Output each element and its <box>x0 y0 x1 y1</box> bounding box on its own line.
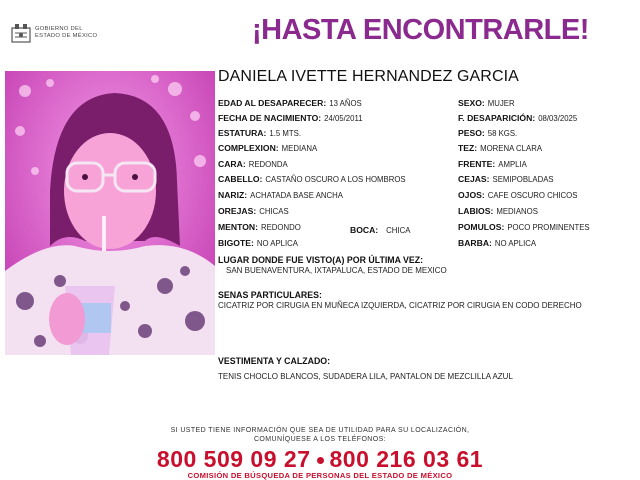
field-complexion <box>218 141 317 154</box>
field-nariz <box>218 188 343 201</box>
peso-value: 58 KGS. <box>487 129 518 138</box>
frente-value: AMPLIA <box>498 160 527 169</box>
estatura-value: 1.5 MTS. <box>269 129 302 138</box>
commission-name: COMISIÓN DE BÚSQUEDA DE PERSONAS DEL ESTADO DE MÉXICO <box>187 471 453 480</box>
person-name: DANIELA IVETTE HERNANDEZ GARCIA <box>218 68 519 85</box>
nariz-label: NARIZ: <box>218 190 248 200</box>
gov-line-1: GOBIERNO DEL <box>35 26 83 32</box>
field-sexo <box>458 96 515 109</box>
peso-label: PESO: <box>458 128 485 138</box>
desaparicion-label: F. DESAPARICIÓN: <box>458 113 536 123</box>
marks-section <box>218 290 618 311</box>
phone-2[interactable]: 800 216 03 61 <box>329 446 484 472</box>
clothing-title: VESTIMENTA Y CALZADO: <box>218 356 331 366</box>
field-desaparicion <box>458 111 577 124</box>
pomulos-label: POMULOS: <box>458 222 505 232</box>
nacimiento-value: 24/05/2011 <box>324 114 363 123</box>
person-photo-image <box>5 71 215 355</box>
cabello-label: CABELLO: <box>218 174 263 184</box>
contact-note-line-1: SI USTED TIENE INFORMACIÓN QUE SEA DE UTILIDAD PARA SU LOCALIZACIÓN, <box>170 427 470 434</box>
tez-value: MORENA CLARA <box>480 144 543 153</box>
menton-value: REDONDO <box>260 223 301 232</box>
field-cejas <box>458 172 554 185</box>
missing-person-photo <box>5 71 215 355</box>
boca-label: BOCA: <box>350 225 379 235</box>
sexo-label: SEXO: <box>458 98 485 108</box>
desaparicion-value: 08/03/2025 <box>538 114 578 123</box>
tez-label: TEZ: <box>458 143 478 153</box>
estatura-label: ESTATURA: <box>218 128 267 138</box>
pomulos-value: POCO PROMINENTES <box>507 223 590 232</box>
labios-label: LABIOS: <box>458 206 494 216</box>
headline: ¡HASTA ENCONTRARLE! <box>252 14 589 46</box>
clothing-section <box>218 356 628 382</box>
contact-note <box>0 426 640 444</box>
last-seen-section <box>218 255 447 276</box>
orejas-value: CHICAS <box>259 207 289 216</box>
ojos-value: CAFE OSCURO CHICOS <box>487 191 578 200</box>
complexion-value: MEDIANA <box>281 144 318 153</box>
edad-value: 13 AÑOS <box>329 99 362 108</box>
nariz-value: ACHATADA BASE ANCHA <box>250 191 343 200</box>
clothing-text: TENIS CHOCLO BLANCOS, SUDADERA LILA, PANTALON DE MEZCLILLA AZUL <box>218 372 513 381</box>
labios-value: MEDIANOS <box>496 207 538 216</box>
menton-label: MENTON: <box>218 222 258 232</box>
phone-1[interactable]: 800 509 09 27 <box>156 446 311 472</box>
orejas-label: OREJAS: <box>218 206 257 216</box>
field-menton <box>218 220 301 233</box>
bigote-value: NO APLICA <box>256 239 298 248</box>
cejas-label: CEJAS: <box>458 174 490 184</box>
last-seen-title: LUGAR DONDE FUE VISTO(A) POR ÚLTIMA VEZ: <box>218 255 424 265</box>
field-ojos <box>458 188 577 201</box>
boca-value: CHICA <box>386 226 411 235</box>
cabello-value: CASTAÑO OSCURO A LOS HOMBROS <box>265 175 406 184</box>
complexion-label: COMPLEXION: <box>218 143 279 153</box>
barba-label: BARBA: <box>458 238 492 248</box>
government-logo <box>10 22 120 44</box>
marks-text: CICATRIZ POR CIRUGIA EN MUÑECA IZQUIERDA, CICATRIZ POR CIRUGIA EN CODO DERECHO <box>218 301 582 310</box>
field-cara <box>218 157 288 170</box>
field-nacimiento <box>218 111 363 124</box>
ojos-label: OJOS: <box>458 190 485 200</box>
field-frente <box>458 157 527 170</box>
bigote-label: BIGOTE: <box>218 238 254 248</box>
separator-dot-icon <box>317 457 324 464</box>
field-cabello <box>218 172 406 185</box>
frente-label: FRENTE: <box>458 159 496 169</box>
state-emblem-icon <box>10 22 32 44</box>
barba-value: NO APLICA <box>494 239 537 248</box>
sexo-value: MUJER <box>487 99 515 108</box>
cara-value: REDONDA <box>248 160 288 169</box>
field-orejas <box>218 204 289 217</box>
field-bigote <box>218 236 298 249</box>
cejas-value: SEMIPOBLADAS <box>492 175 554 184</box>
last-seen-text: SAN BUENAVENTURA, IXTAPALUCA, ESTADO DE MEXICO <box>226 266 447 275</box>
marks-title: SENAS PARTICULARES: <box>218 290 322 300</box>
contact-note-line-2: COMUNÍQUESE A LOS TELÉFONOS: <box>253 436 387 443</box>
nacimiento-label: FECHA DE NACIMIENTO: <box>218 113 322 123</box>
phone-numbers <box>0 446 640 473</box>
cara-label: CARA: <box>218 159 246 169</box>
field-estatura <box>218 126 301 139</box>
field-barba <box>458 236 536 249</box>
field-boca <box>350 223 410 236</box>
field-peso <box>458 126 517 139</box>
field-labios <box>458 204 538 217</box>
field-pomulos <box>458 220 590 233</box>
field-edad <box>218 96 362 109</box>
edad-label: EDAD AL DESAPARECER: <box>218 98 327 108</box>
gov-line-2: ESTADO DE MÉXICO <box>35 33 98 39</box>
field-tez <box>458 141 542 154</box>
